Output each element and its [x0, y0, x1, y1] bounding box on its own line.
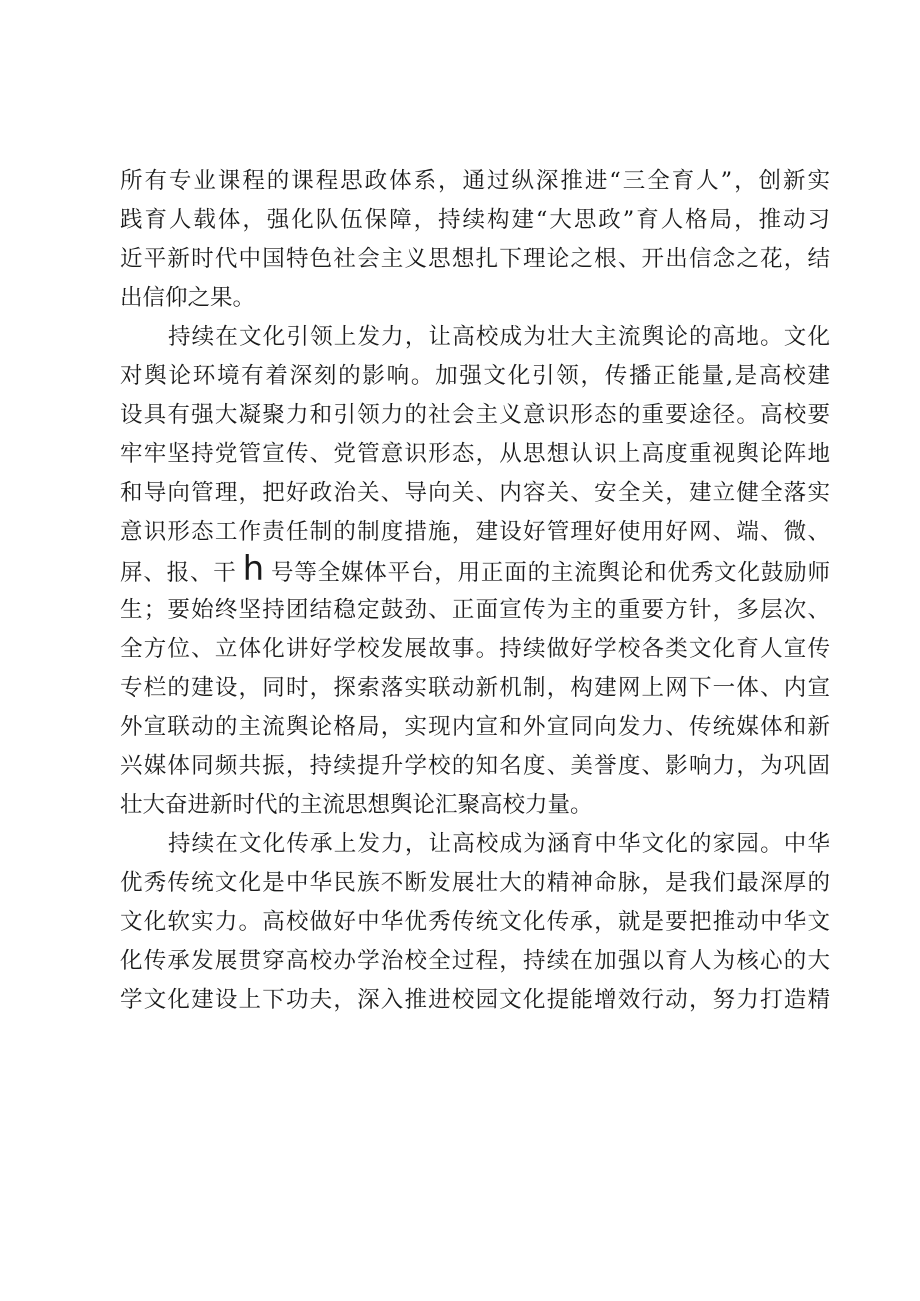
- text-line: 全方位、立体化讲好学校发展故事。持续做好学校各类文化育人宣传: [120, 636, 830, 662]
- paragraph-2: [120, 318, 830, 825]
- text-line: 化传承发展贯穿高校办学治校全过程，持续在加强以育人为核心的大: [120, 948, 830, 974]
- text-line: 出信仰之果。: [120, 285, 256, 311]
- text-line: 文化软实力。高校做好中华优秀传统文化传承，就是要把推动中华文: [120, 909, 830, 935]
- text-line: 所有专业课程的课程思政体系，通过纵深推进“三全育人”，创新实: [120, 168, 830, 194]
- document-body: [120, 162, 830, 1020]
- text-line: 生；要始终坚持团结稳定鼓劲、正面宣传为主的重要方针，多层次、: [120, 597, 830, 623]
- text-line: 意识形态工作责任制的制度措施，建设好管理好使用好网、端、微、: [120, 519, 830, 545]
- text-line: 优秀传统文化是中华民族不断发展壮大的精神命脉，是我们最深厚的: [120, 870, 830, 896]
- text-line: 持续在文化引领上发力，让高校成为壮大主流舆论的高地。文化: [168, 324, 830, 350]
- text-line: 设具有强大凝聚力和引领力的社会主义意识形态的重要途径。高校要: [120, 402, 830, 428]
- text-line: 对舆论环境有着深刻的影响。加强文化引领，传播正能量,是高校建: [120, 363, 830, 389]
- text-line: 壮大奋进新时代的主流思想舆论汇聚高校力量。: [120, 792, 593, 818]
- text-line: 牢牢坚持党管宣传、党管意识形态，从思想认识上高度重视舆论阵地: [120, 441, 830, 467]
- text-line: 和导向管理，把好政治关、导向关、内容关、安全关，建立健全落实: [120, 480, 830, 506]
- paragraph-3: [120, 825, 830, 1020]
- text-line: 学文化建设上下功夫，深入推进校园文化提能增效行动，努力打造精: [120, 987, 830, 1013]
- text-line: 持续在文化传承上发力，让高校成为涵育中华文化的家园。中华: [168, 831, 830, 857]
- text-line-with-glyph: [120, 549, 830, 591]
- text-line: 外宣联动的主流舆论格局，实现内宣和外宣同向发力、传统媒体和新: [120, 714, 830, 740]
- oversized-glyph: h: [242, 549, 265, 589]
- text-line: 兴媒体同频共振，持续提升学校的知名度、美誉度、影响力，为巩固: [120, 753, 830, 779]
- text-line: 近平新时代中国特色社会主义思想扎下理论之根、开出信念之花，结: [120, 246, 830, 272]
- text-fragment: 屏、报、干: [120, 560, 237, 586]
- text-line: 践育人载体，强化队伍保障，持续构建“大思政”育人格局，推动习: [120, 207, 830, 233]
- text-fragment: 号等全媒体平台，用正面的主流舆论和优秀文化鼓励师: [270, 560, 830, 586]
- paragraph-1: [120, 162, 830, 318]
- text-line: 专栏的建设，同时，探索落实联动新机制，构建网上网下一体、内宣: [120, 675, 830, 701]
